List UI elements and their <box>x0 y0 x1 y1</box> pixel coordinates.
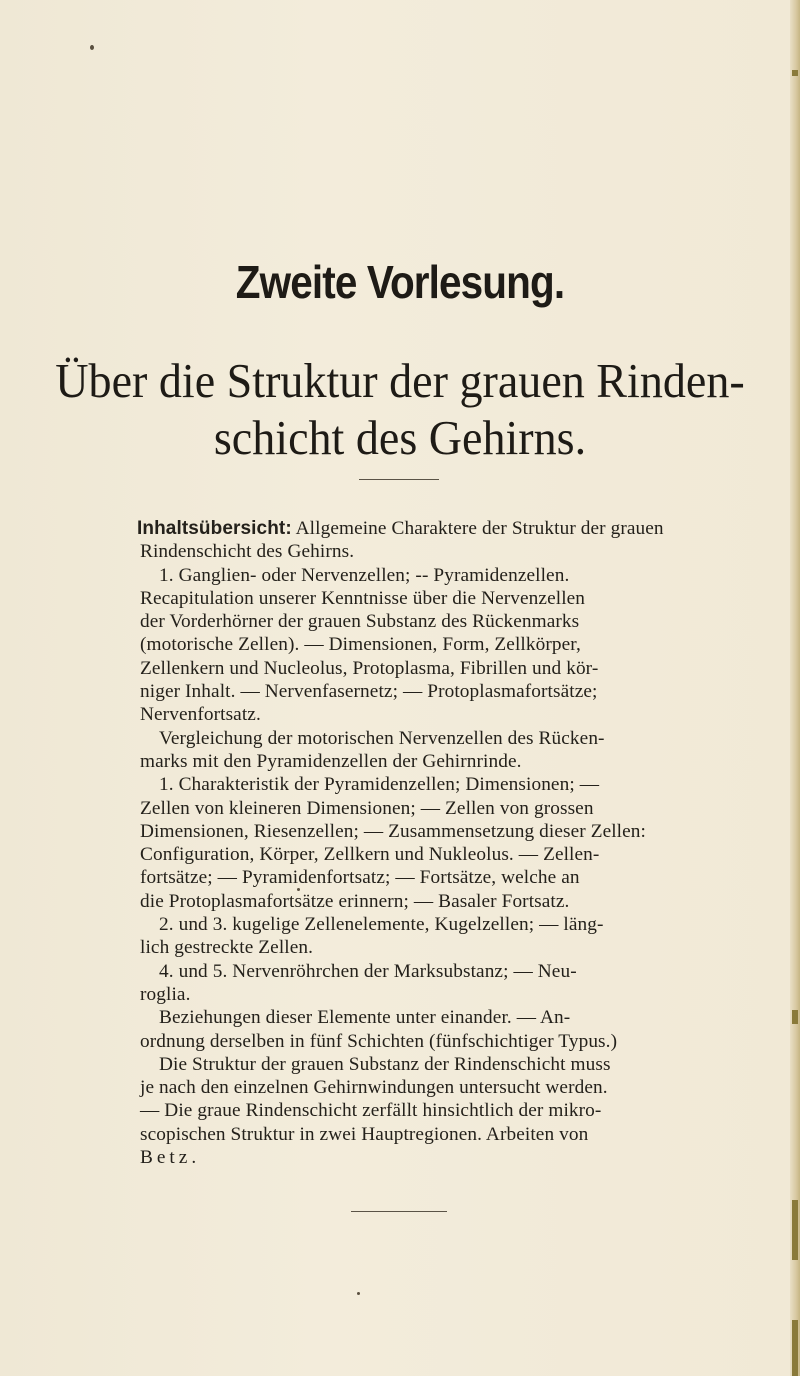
overview-line: marks mit den Pyramidenzellen der Gehirnrinde. <box>140 750 522 772</box>
overview-line: 1. Charakteristik der Pyramidenzellen; Dimensionen; — <box>159 774 600 796</box>
overview-line: 2. und 3. kugelige Zellenelemente, Kugelzellen; — läng- <box>159 914 604 936</box>
overview-line: Configuration, Körper, Zellkern und Nukleolus. — Zellen- <box>140 844 600 866</box>
paper-speck <box>357 1292 360 1295</box>
overview-line: lich gestreckte Zellen. <box>140 937 314 959</box>
overview-line: Die Struktur der grauen Substanz der Rindenschicht muss <box>159 1053 611 1075</box>
chapter-subtitle <box>24 352 776 466</box>
overview-line: scopischen Struktur in zwei Hauptregionen. Arbeiten von <box>140 1123 589 1145</box>
overview-line: Nervenfortsatz. <box>140 704 261 726</box>
page-edge <box>790 0 800 1376</box>
overview-line: Dimensionen, Riesenzellen; — Zusammensetzung dieser Zellen: <box>140 820 646 842</box>
overview-line: je nach den einzelnen Gehirnwindungen untersucht werden. <box>140 1077 608 1099</box>
overview-line: Betz. <box>140 1147 201 1169</box>
end-divider <box>351 1211 447 1212</box>
paper-speck <box>90 45 94 50</box>
overview-line: fortsätze; — Pyramidenfortsatz; — Fortsätze, welche an <box>140 867 580 889</box>
overview-line: (motorische Zellen). — Dimensionen, Form, Zellkörper, <box>140 634 581 656</box>
edge-mark <box>792 1010 798 1024</box>
overview-line: 1. Ganglien- oder Nervenzellen; -- Pyramidenzellen. <box>159 564 570 586</box>
title-divider <box>359 479 439 480</box>
overview-line: Beziehungen dieser Elemente unter einander. — An- <box>159 1007 571 1029</box>
overview-line: Vergleichung der motorischen Nervenzellen des Rücken- <box>159 727 605 749</box>
overview-line: niger Inhalt. — Nervenfasernetz; — Protoplasmafortsätze; <box>140 681 598 703</box>
chapter-title: Zweite Vorlesung. <box>235 256 565 308</box>
overview-line: — Die graue Rindenschicht zerfällt hinsichtlich der mikro- <box>140 1100 602 1122</box>
edge-mark <box>792 1320 798 1376</box>
overview-line: Recapitulation unserer Kenntnisse über die Nervenzellen <box>140 587 586 609</box>
overview-line: ordnung derselben in fünf Schichten (fünfschichtiger Typus.) <box>140 1030 618 1052</box>
subtitle-line-1: Über die Struktur der grauen Rinden- <box>55 353 745 408</box>
subtitle-line-2: schicht des Gehirns. <box>213 410 587 465</box>
overview-line: roglia. <box>140 983 191 1005</box>
overview-line: Inhaltsübersicht: Allgemeine Charaktere der Struktur der grauen <box>137 518 664 539</box>
overview-line: Zellenkern und Nucleolus, Protoplasma, Fibrillen und kör- <box>140 657 599 679</box>
overview-line: Rindenschicht des Gehirns. <box>140 541 355 563</box>
edge-mark <box>792 1200 798 1260</box>
overview-label: Inhaltsübersicht: <box>137 518 292 539</box>
overview-line: 4. und 5. Nervenröhrchen der Marksubstanz; — Neu- <box>159 960 577 982</box>
overview-line: der Vorderhörner der grauen Substanz des Rückenmarks <box>140 611 580 633</box>
overview-line: Zellen von kleineren Dimensionen; — Zellen von grossen <box>140 797 594 819</box>
overview-line: die Protoplasmafortsätze erinnern; — Basaler Fortsatz. <box>140 890 570 912</box>
contents-overview <box>137 517 737 1169</box>
edge-mark <box>792 70 798 76</box>
